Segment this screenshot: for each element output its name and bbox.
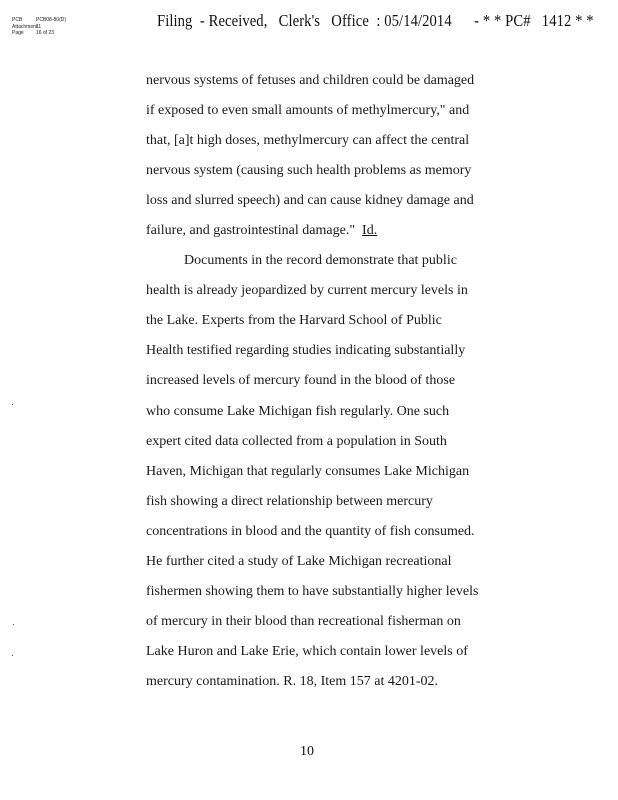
text-line: fish showing a direct relationship between mercury bbox=[146, 493, 433, 509]
text-line: the Lake. Experts from the Harvard School of Public bbox=[146, 313, 442, 329]
page-number: 10 bbox=[300, 744, 314, 759]
text-line: who consume Lake Michigan fish regularly. One such bbox=[146, 403, 450, 419]
text-line: health is already jeopardized by current mercury levels in bbox=[146, 283, 468, 299]
paragraph-start: Documents in the record demonstrate that public bbox=[184, 253, 457, 269]
text-line: Lake Huron and Lake Erie, which contain lower levels of bbox=[146, 643, 468, 659]
text-line: mercury contamination. R. 18, Item 157 at 4201-02. bbox=[146, 673, 438, 689]
scan-speck bbox=[13, 624, 14, 625]
text-line: nervous system (causing such health problems as memory bbox=[146, 163, 472, 179]
filing-header: Filing - Received, Clerk's Office : 05/14/2014 - * * PC# 1412 * * bbox=[157, 11, 594, 30]
document-body bbox=[146, 66, 479, 697]
stamp-value: PCB08-80(D) bbox=[36, 17, 67, 23]
stamp-label: Page bbox=[12, 30, 24, 36]
scan-speck bbox=[12, 655, 13, 656]
text-line: fishermen showing them to have substantially higher levels bbox=[146, 583, 479, 599]
filing-stamp bbox=[12, 17, 82, 37]
stamp-value: 16 of 23 bbox=[36, 30, 55, 36]
text-line: that, [a]t high doses, methylmercury can affect the central bbox=[146, 133, 470, 149]
text-line: concentrations in blood and the quantity of fish consumed. bbox=[146, 523, 475, 539]
text-line: increased levels of mercury found in the blood of those bbox=[146, 373, 456, 389]
text-line: of mercury in their blood than recreational fisherman on bbox=[146, 613, 461, 629]
stamp-value: 11 bbox=[36, 23, 42, 30]
text-line: if exposed to even small amounts of methylmercury," and bbox=[146, 103, 470, 119]
citation-id: Id. bbox=[362, 223, 378, 239]
text-line: Haven, Michigan that regularly consumes Lake Michigan bbox=[146, 463, 470, 479]
text-line: nervous systems of fetuses and children could be damaged bbox=[146, 73, 475, 88]
text-line: expert cited data collected from a population in South bbox=[146, 433, 447, 449]
stamp-label: Attachment bbox=[12, 23, 38, 30]
text-line: Health testified regarding studies indicating substantially bbox=[146, 343, 466, 359]
text-segment: failure, and gastrointestinal damage." bbox=[146, 223, 356, 239]
stamp-row-page bbox=[12, 30, 82, 37]
stamp-label: PCB bbox=[12, 17, 23, 23]
text-line: He further cited a study of Lake Michigan recreational bbox=[146, 553, 452, 569]
scan-speck bbox=[12, 404, 13, 405]
text-line-with-citation bbox=[146, 216, 476, 246]
text-line: loss and slurred speech) and can cause kidney damage and bbox=[146, 193, 474, 209]
